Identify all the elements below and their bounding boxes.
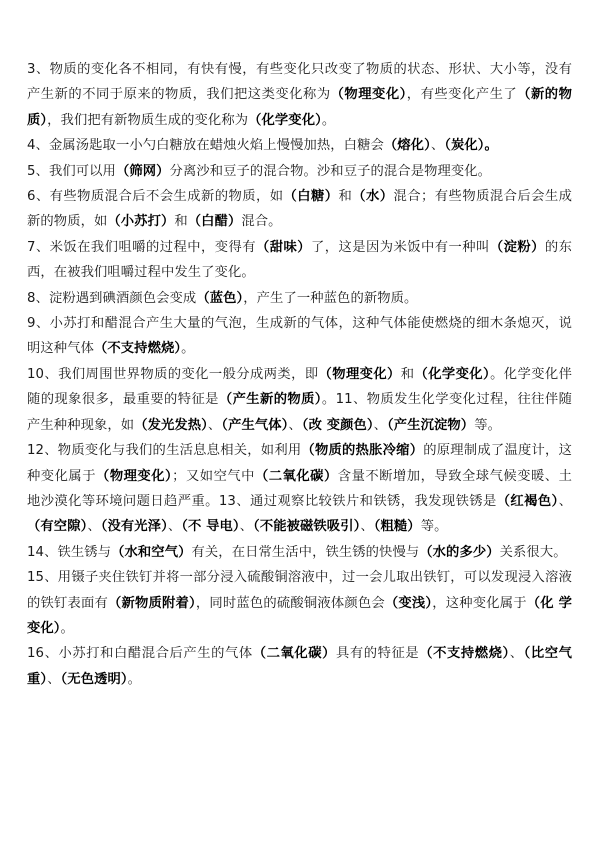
body-text: ，同时蓝色的硫酸铜液体颜色会: [195, 595, 385, 611]
paragraph-6: [27, 184, 572, 235]
body-text: 。: [60, 620, 74, 636]
document-page: [27, 57, 572, 692]
answer-text: （白醋）: [187, 214, 242, 230]
answer-text: （无色透明）: [60, 671, 128, 687]
answer-text: （化学变化）: [248, 112, 322, 128]
body-text: 、: [239, 519, 254, 535]
answer-text: （红褐色）: [496, 493, 559, 509]
body-text: 12、物质变化与我们的生活息息相关，如利用: [27, 443, 302, 459]
body-text: 和: [174, 214, 188, 230]
answer-text: （产生沉淀物）: [387, 417, 475, 433]
answer-text: （二氧化碳）: [254, 468, 338, 484]
body-text: 、: [207, 417, 222, 433]
answer-text: （物理变化）: [318, 366, 401, 382]
body-text: ，这种变化属于: [432, 595, 527, 611]
body-text: 8、淀粉遇到碘酒颜色会变成: [27, 290, 197, 306]
answer-text: （变浅）: [384, 595, 433, 611]
body-text: 具有的特征是: [336, 646, 420, 662]
answer-text: （比空气 重）: [27, 646, 573, 687]
body-text: 3、物质的变化各不相同，有快有慢，有些变化只改变了物质的状态、形状、大小等，没有 产生新的不同于原来的物质，我们把这类变化称为: [27, 62, 572, 103]
body-text: 有关，在日常生活中，铁生锈的快慢与: [191, 544, 420, 560]
paragraph-5: [27, 159, 572, 184]
answer-text: （小苏打）: [107, 214, 175, 230]
body-text: ，有些变化产生了: [406, 87, 518, 103]
body-text: 4、金属汤匙取一小勺白糖放在蜡烛火焰上慢慢加热，白糖会: [27, 138, 384, 154]
paragraph-8: [27, 286, 572, 311]
answer-text: （水和空气）: [111, 544, 192, 560]
body-text: ；又如空气中: [172, 468, 255, 484]
body-text: 、: [558, 493, 573, 509]
body-text: 了，这是因为米饭中有一种叫: [311, 239, 490, 255]
body-text: 16、小苏打和白醋混合后产生的气体: [27, 646, 253, 662]
answer-text: （甜味）: [255, 239, 311, 255]
body-text: 关系很大。: [499, 544, 567, 560]
body-text: 。: [181, 341, 195, 357]
answer-text: （不 导电）: [181, 519, 240, 535]
body-text: 等。: [474, 417, 501, 433]
body-text: 、: [373, 417, 388, 433]
body-text: 含量不断增加，导致全球气候变暖、土 地沙漠化等环境问题日趋严重。13、通过观察比较铁片和铁锈，我发现铁锈是: [27, 468, 573, 509]
body-text: 7、米饭在我们咀嚼的过程中，变得有: [27, 239, 256, 255]
body-text: 等。: [420, 519, 448, 535]
body-text: 。11、物质发生化学变化过程，往往伴随产生种种现象，如: [27, 392, 572, 433]
answer-text: （化 学变化）: [27, 595, 572, 636]
answer-text: （二氧化碳）: [252, 646, 336, 662]
answer-text: （蓝色）: [196, 290, 244, 306]
body-text: 和: [400, 366, 415, 382]
body-text: 。: [127, 671, 142, 687]
paragraph-9: [27, 311, 572, 362]
body-text: 混合；有些物质混合后会生成 新的物质，如: [27, 189, 572, 230]
answer-text: （粗糙）: [373, 519, 421, 535]
answer-text: （淀粉）: [489, 239, 545, 255]
answer-text: （水）: [352, 189, 394, 205]
answer-text: （水的多少）: [419, 544, 500, 560]
body-text: 的原理制成了温度计，这 种变化属于: [27, 443, 572, 484]
answer-text: （新物质附着）: [108, 595, 196, 611]
body-text: 、: [47, 671, 61, 687]
paragraph-3: [27, 57, 572, 133]
answer-text: （发光发热）: [134, 417, 208, 433]
body-text: 和: [338, 189, 353, 205]
body-text: 、: [360, 519, 374, 535]
body-text: 6、有些物质混合后不会生成新的物质，如: [27, 189, 284, 205]
body-text: 5、我们可以用: [27, 163, 116, 179]
answer-text: （不支持燃烧）: [93, 341, 182, 357]
answer-text: （物理变化）: [96, 468, 173, 484]
answer-text: 。: [484, 138, 498, 154]
paragraph-7: [27, 235, 572, 286]
answer-text: （不能被磁铁吸引）: [253, 519, 361, 535]
answer-text: （新的物 质）: [27, 87, 572, 128]
paragraph-12-13: [27, 438, 572, 540]
body-text: 、: [509, 646, 524, 662]
answer-text: （物理变化）: [330, 87, 407, 103]
paragraph-15: [27, 565, 572, 641]
answer-text: （没有光泽）: [100, 519, 168, 535]
answer-text: （物质的热胀冷缩）: [301, 443, 424, 459]
body-text: 。: [321, 112, 336, 128]
paragraph-16: [27, 641, 572, 692]
answer-text: （不支持燃烧）: [419, 646, 510, 662]
body-text: 14、铁生锈与: [27, 544, 112, 560]
answer-text: （产生新的物质）: [218, 392, 322, 408]
answer-text: （炭化）: [444, 138, 485, 154]
body-text: 15、用镊子夹住铁钉并将一部分浸入硫酸铜溶液中，过一会儿取出铁钉，可以发现浸入溶液 的铁钉表面有: [27, 570, 572, 611]
body-text: ，产生了一种蓝色的新物质。: [243, 290, 418, 306]
body-text: 10、我们周围世界物质的变化一般分成两类，即: [27, 366, 319, 382]
body-text: 、: [430, 138, 445, 154]
body-text: 分离沙和豆子的混合物。沙和豆子的混合是物理变化。: [169, 163, 492, 179]
answer-text: （筛网）: [115, 163, 170, 179]
body-text: 、: [288, 417, 302, 433]
paragraph-14: [27, 540, 572, 565]
body-text: 、: [167, 519, 182, 535]
paragraph-4: [27, 133, 572, 158]
answer-text: （化学变化）: [414, 366, 491, 382]
body-text: ，我们把有新物质生成的变化称为: [47, 112, 249, 128]
answer-text: （改 变颜色）: [301, 417, 374, 433]
body-text: 、: [87, 519, 101, 535]
paragraph-10-11: [27, 362, 572, 438]
answer-text: （白糖）: [283, 189, 339, 205]
answer-text: （有空隙）: [27, 519, 88, 535]
answer-text: （熔化）: [383, 138, 431, 154]
body-text: 的东 西，在被我们咀嚼过程中发生了变化。: [27, 239, 572, 281]
body-text: 。化学变化伴 随的现象很多，最重要的特征是: [27, 366, 572, 408]
body-text: 9、小苏打和醋混合产生大量的气泡，生成新的气体，这种气体能使燃烧的细木条熄灭，说 明这种气体: [27, 316, 572, 357]
body-text: 混合。: [241, 214, 282, 230]
answer-text: （产生气体）: [221, 417, 289, 433]
